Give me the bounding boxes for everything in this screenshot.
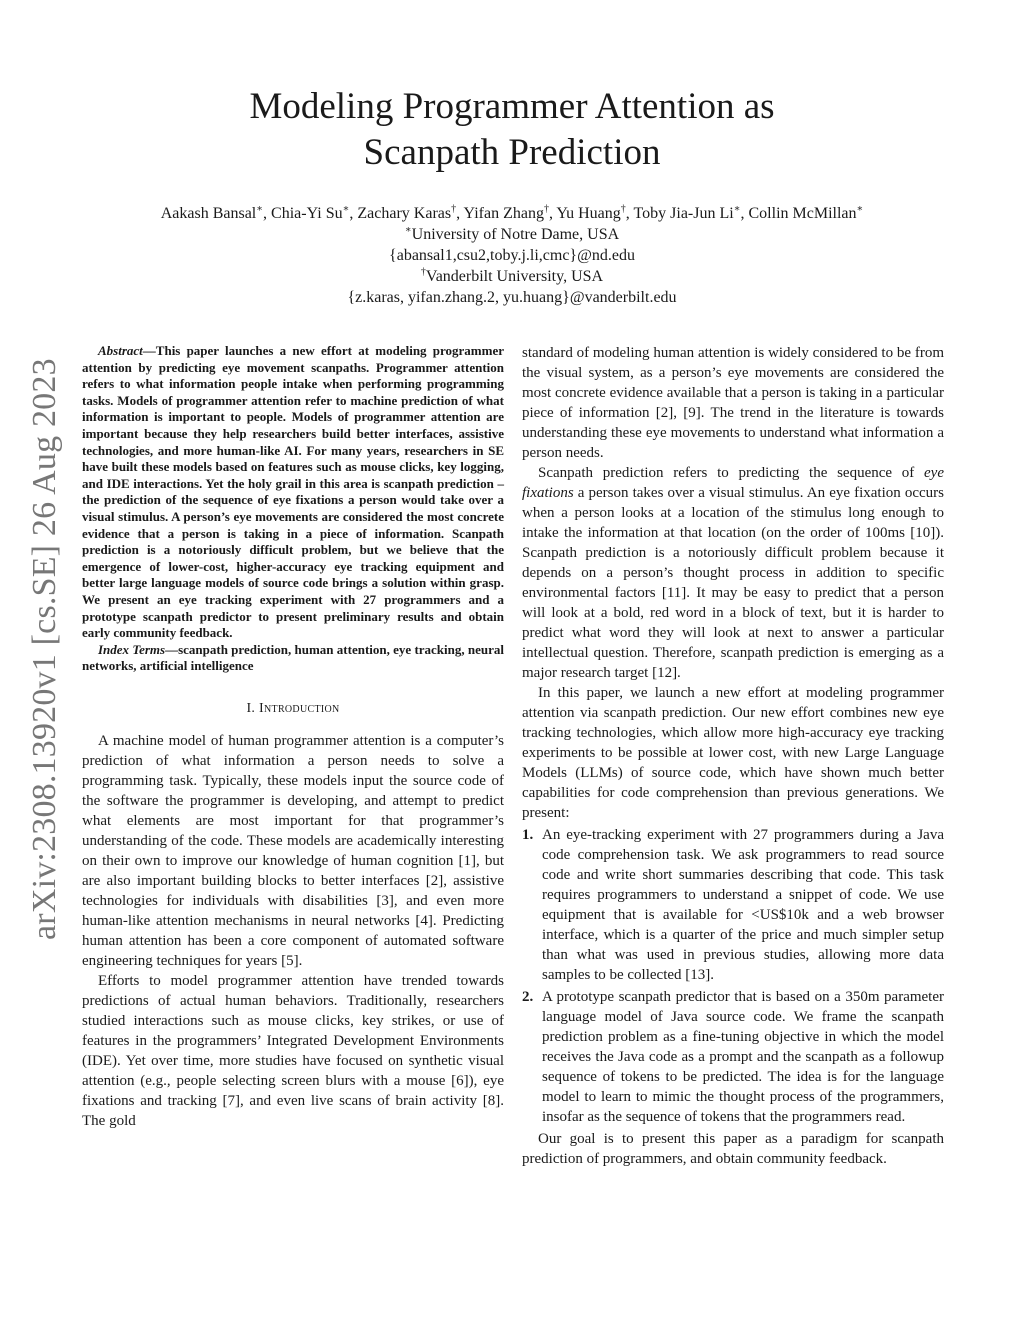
list-item-text: A prototype scanpath predictor that is based on a 350m parameter language model of Java source code. We frame the scanpath prediction problem as a fine-tuning objective in which the model receives the Java code as a prompt and the scanpath as a followup sequence of tokens to be predicted. The idea is for the language model to learn to mimic the thought process of the programmers, insofar as the sequence of tokens that the programmers read. — [542, 989, 944, 1125]
right-column — [522, 343, 944, 1169]
affiliation-mark: † — [620, 203, 626, 215]
list-item — [522, 825, 944, 985]
affiliation-mark: † — [451, 203, 457, 215]
scanpath-paragraph — [522, 463, 944, 683]
title-line-2: Scanpath Prediction — [363, 132, 661, 173]
affiliation-1 — [0, 224, 1024, 245]
affiliation-mark: † — [420, 266, 426, 278]
goal-paragraph: Our goal is to present this paper as a paradigm for scanpath prediction of programmers, and obtain community feedback. — [522, 1131, 944, 1167]
emails-2: {z.karas, yifan.zhang.2, yu.huang}@vanderbilt.edu — [347, 289, 677, 306]
abstract-text: —This paper launches a new effort at modeling programmer attention by predicting eye movement scanpaths. Programmer attention refers to what information people intake when performing programming tasks. Models of programmer attention refer to machine prediction of what information is important to people. Models of programmer attention are important because they help researchers build better interfaces, assistive technologies, and more human-like AI. For many years, researchers in SE have built these models based on features such as mouse clicks, key logging, and IDE interactions. Yet the holy grail in this area is scanpath prediction – the prediction of the sequence of eye fixations a person would take over a visual stimulus. A person’s eye movements are considered the most concrete evidence that a person is taking in a piece of information. Scanpath prediction is a notoriously difficult problem, but we believe that the emergence of lower-cost, higher-accuracy eye tracking equipment and better large language models of source code brings a solution within grasp. We present an eye tracking experiment with 27 programmers and a prototype scanpath predictor to present preliminary results and obtain early community feedback. — [82, 343, 504, 641]
author: Zachary Karas — [357, 205, 452, 222]
contribution-list — [522, 825, 944, 1127]
section-heading-introduction — [82, 699, 504, 719]
author-block — [0, 203, 1024, 308]
list-number: 2. — [522, 989, 534, 1005]
section-title: Introduction — [259, 700, 340, 716]
contribution-intro-paragraph: In this paper, we launch a new effort at modeling programmer attention via scanpath prediction. Our new effort combines new eye tracking technologies, which allow more high-accuracy eye tracking experiments to be possible at lower cost, with new Large Language Models (LLMs) of source code, which have shown much better capabilities for code comprehension than previous generations. We present: — [522, 685, 944, 821]
index-terms-text: —scanpath prediction, human attention, eye tracking, neural networks, artificial intelligence — [82, 641, 505, 674]
section-number: I. — [246, 700, 256, 716]
affiliation-name: University of Notre Dame, USA — [411, 226, 620, 243]
author: Yifan Zhang — [463, 205, 544, 222]
emphasis: eye fixations — [522, 465, 944, 501]
title-line-1: Modeling Programmer Attention as — [249, 86, 775, 127]
affiliation-name: Vanderbilt University, USA — [425, 268, 604, 285]
continued-paragraph: standard of modeling human attention is widely considered to be from the visual system, as a person’s eye movements are considered the most concrete evidence available that a person is taking in a particular piece of information [2], [9]. The trend in the literature is towards understanding these eye movements to understand what information a person needs. — [522, 345, 944, 461]
author: Collin McMillan — [748, 205, 857, 222]
text-run: a person takes over a visual stimulus. An eye fixation occurs when a person looks at a location of the stimulus long enough to intake the information at that location (on the order of 100ms [10]). Scanpath prediction is a notoriously difficult problem because it depends on a person’s thought process in addition to specific environmental factors [11]. It may be easy to predict that a person will look at a bold, red word in a block of text, but it is harder to predict what word they will look at next to answer a particular intellectual question. Therefore, scanpath prediction is emerging as a major research target [12]. — [522, 485, 944, 681]
index-terms — [82, 642, 504, 675]
list-item — [522, 987, 944, 1127]
affiliation-mark: ∗ — [404, 224, 412, 236]
abstract-label: Abstract — [98, 343, 143, 358]
list-item-text: An eye-tracking experiment with 27 programmers during a Java code comprehension task. We ask programmers to read source code and write short summaries describing that code. This task requires programmers to understand a snippet of code. We use equipment that is available for <US$10k and a web browser interface, which is a quarter of the price and much simpler setup than what was used in previous studies, allowing more data samples to be collected [13]. — [542, 827, 944, 983]
affiliation-mark: ∗ — [256, 203, 264, 215]
left-column — [82, 343, 504, 1131]
affiliation-mark: ∗ — [856, 203, 864, 215]
author: Aakash Bansal — [160, 205, 257, 222]
affiliation-2 — [0, 266, 1024, 287]
arxiv-identifier: arXiv:2308.13920v1 [cs.SE] 26 Aug 2023 — [26, 358, 63, 940]
author: Yu Huang — [556, 205, 621, 222]
text-run: Scanpath prediction refers to predicting the sequence of — [538, 465, 925, 481]
affiliation-mark: ∗ — [733, 203, 741, 215]
affiliation-mark: † — [543, 203, 549, 215]
intro-paragraph-2: Efforts to model programmer attention have trended towards predictions of actual human behaviors. Traditionally, researchers studied interactions such as mouse clicks, key strikes, or use of features in the programmers’ Integrated Development Environments (IDE). Yet over time, more studies have focused on synthetic visual attention (e.g., people selecting screen blurs with a mouse [6]), eye fixations and tracking [7], and even live scans of brain activity [8]. The gold — [82, 972, 504, 1129]
list-number: 1. — [522, 827, 534, 843]
author: Chia-Yi Su — [271, 205, 343, 222]
abstract — [82, 343, 504, 642]
paper-title — [0, 84, 1024, 176]
affiliation-mark: ∗ — [342, 203, 350, 215]
index-terms-label: Index Terms — [98, 641, 166, 657]
author: Toby Jia-Jun Li — [633, 205, 734, 222]
author-names: Aakash Bansal∗, Chia-Yi Su∗, Zachary Karas†, Yifan Zhang†, Yu Huang†, Toby Jia-Jun Li∗, Collin McMillan∗ — [160, 203, 864, 222]
intro-paragraph-1: A machine model of human programmer attention is a computer’s prediction of what information a person needs to solve a programming task. Typically, these models input the source code of the software the programmer is developing, and attempt to predict what elements are most important for that programmer’s understanding of the code. These models are academically interesting on their own to improve our knowledge of human cognition [1], but are also important building blocks to better interfaces [2], assistive technologies for individuals with disabilities [3], and even more human-like attention mechanisms in neural networks [4]. Predicting human attention has been a core component of automated software engineering techniques for years [5]. — [82, 732, 504, 969]
emails-1: {abansal1,csu2,toby.j.li,cmc}@nd.edu — [389, 247, 635, 264]
